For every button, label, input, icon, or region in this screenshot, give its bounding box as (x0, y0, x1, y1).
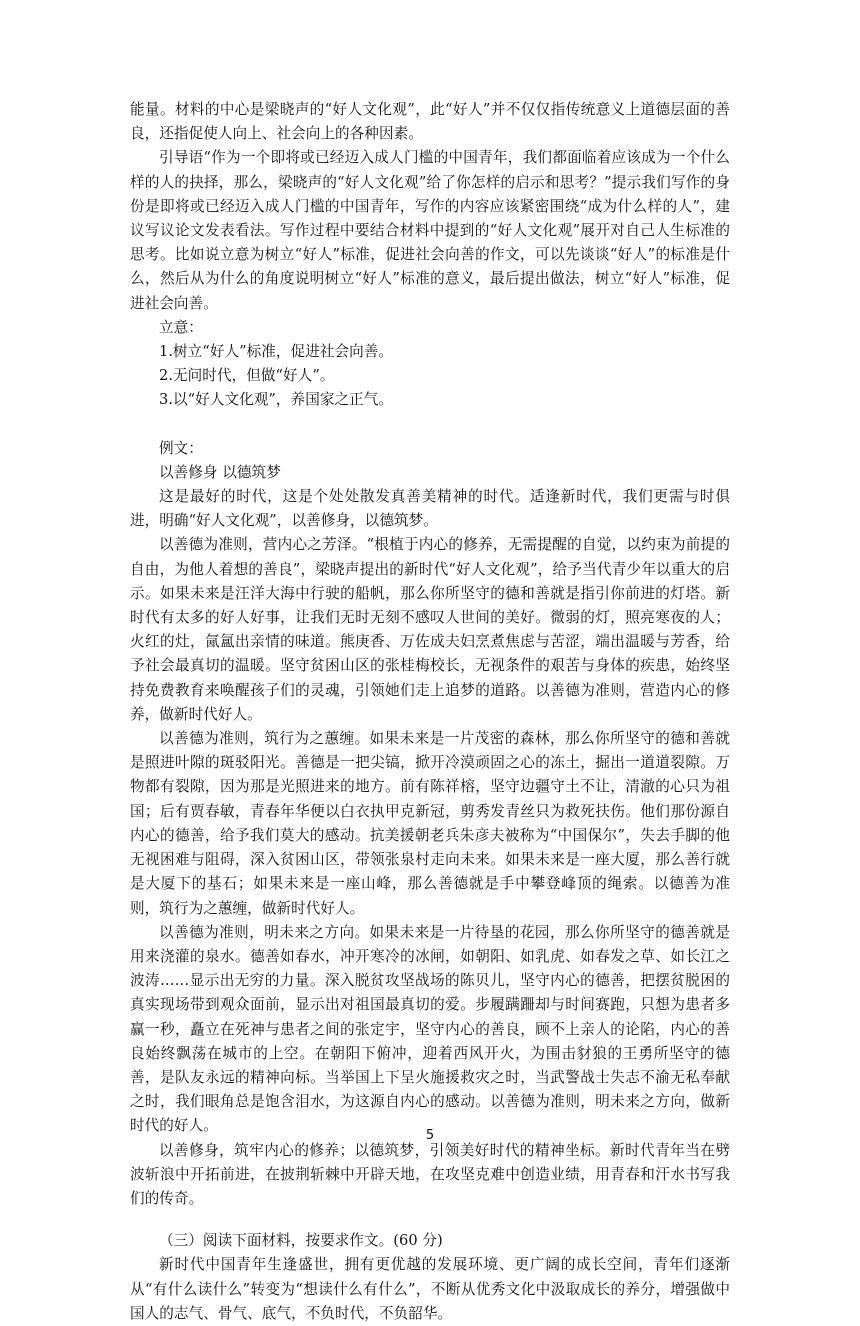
essay-paragraph: 以善德为准则，筑行为之蕙缠。如果未来是一片茂密的森林，那么你所坚守的德和善就是照进叶隙的斑驳阳光。善德是一把尖镐，掀开冷漠顽固之心的冻土，掘出一道道裂隙。万物都有裂隙，因为那是光照进来的地方。前有陈祥榕，坚守边疆守土不让，清澈的心只为祖国；后有贾春敏，青春年华便以白衣执甲克新冠，剪秀发青丝只为救死扶伤。他们那份源自内心的德善，给予我们莫大的感动。抗美援朝老兵朱彦夫被称为“中国保尔”，失去手脚的他无视困难与阻碍，深入贫困山区，带领张泉村走向未来。如果未来是一座大厦，那么善行就是大厦下的基石；如果未来是一座山峰，那么善德就是手中攀登峰顶的绳索。以德善为准则，筑行为之蕙缠，做新时代好人。 (130, 730, 730, 917)
section3-prompt: （三）阅读下面材料，按要求作文。(60 分) (159, 1232, 443, 1250)
idea-item: 2.无问时代，但做“好人”。 (159, 367, 335, 385)
essay-title: 以善修身 以德筑梦 (159, 463, 281, 481)
essay-paragraph: 以善德为准则，营内心之芳泽。“根植于内心的修养，无需提醒的自觉，以约束为前提的自由，为他人着想的善良”，梁晓声提出的新时代“好人文化观”，给予当代青少年以重大的启示。如果未来是汪洋大海中行驶的船帆，那么你所坚守的德和善就是指引你前进的灯塔。新时代有太多的好人好事，让我们无时无刻不感叹人世间的美好。微弱的灯，照亮寒夜的人；火红的灶，氤氲出亲情的味道。熊庚香、万佐成夫妇烹煮焦虑与苦涩，端出温暖与芳香，给予社会最真切的温暖。坚守贫困山区的张桂梅校长，无视条件的艰苦与身体的疾患，始终坚持免费教育来唤醒孩子们的灵魂，引领她们走上追梦的道路。以善德为准则，营造内心的修养，做新时代好人。 (130, 536, 730, 723)
spacer (130, 1211, 730, 1229)
intro-paragraph-1: 能量。材料的中心是梁晓声的“好人文化观”，此“好人”并不仅仅指传统意义上道德层面的善良，还指促使人向上、社会向上的各种因素。 (130, 101, 730, 143)
intro-paragraph-2: 引导语“作为一个即将或已经迈入成人门槛的中国青年，我们都面临着应该成为一个什么样的人的抉择，那么，梁晓声的“好人文化观”给了你怎样的启示和思考？”提示我们写作的身份是即将或已经迈入成人门槛的中国青年，写作的内容应该紧密围绕“成为什么样的人”，建议写议论文发表看法。写作过程中要结合材料中提到的“好人文化观”展开对自己人生标准的思考。比如说立意为树立“好人”标准，促进社会向善的作文，可以先谈谈“好人”的标准是什么，然后从为什么的角度说明树立“好人”标准的意义，最后提出做法，树立“好人”标准，促进社会向善。 (130, 149, 730, 312)
ideas-heading: 立意： (159, 318, 203, 336)
page-number: 5 (425, 1128, 435, 1143)
essay-heading: 例文： (159, 439, 203, 457)
spacer (130, 413, 730, 437)
essay-paragraph: 这是最好的时代，这是个处处散发真善美精神的时代。适逢新时代，我们更需与时俱进，明确“好人文化观”，以善修身，以德筑梦。 (130, 488, 730, 530)
section3-material: 新时代中国青年生逢盛世，拥有更优越的发展环境、更广阔的成长空间，青年们逐渐从“有什么读什么”转变为“想读什么有什么”，不断从优秀文化中汲取成长的养分，增强做中国人的志气、骨气、底气，不负时代，不负韶华。 (130, 1256, 730, 1322)
essay-paragraph: 以善德为准则，明未来之方向。如果未来是一片待垦的花园，那么你所坚守的德善就是用来浇灌的泉水。德善如春水，冲开寒冷的冰闸，如朝阳、如乳虎、如春发之草、如长江之波涛……显示出无穷的力量。深入脱贫攻坚战场的陈贝儿，坚守内心的德善，把摆贫脱困的真实现场带到观众面前，显示出对祖国最真切的爱。步履蹒跚却与时间赛跑，只想为患者多赢一秒，矗立在死神与患者之间的张定宇，坚守内心的善良，顾不上亲人的论陷，内心的善良始终飘荡在城市的上空。在朝阳下俯冲，迎着西风开火，为围击豺狼的王勇所坚守的德善，是队友永远的精神向标。当举国上下呈火施援救灾之时，当武警战士失志不渝无私奉献之时，我们眼角总是饱含泪水，为这源自内心的感动。以善德为准则，明未来之方向，做新时代的好人。 (130, 923, 730, 1135)
idea-item: 1.树立“好人”标准，促进社会向善。 (159, 343, 394, 361)
essay-paragraph: 以善修身，筑牢内心的修养；以德筑梦，引领美好时代的精神坐标。新时代青年当在劈波斩浪中开拓前进，在披荆斩棘中开辟天地，在攻坚克难中创造业绩，用青春和汗水书写我们的传奇。 (130, 1141, 730, 1207)
idea-item: 3.以“好人文化观”，养国家之正气。 (159, 391, 394, 409)
